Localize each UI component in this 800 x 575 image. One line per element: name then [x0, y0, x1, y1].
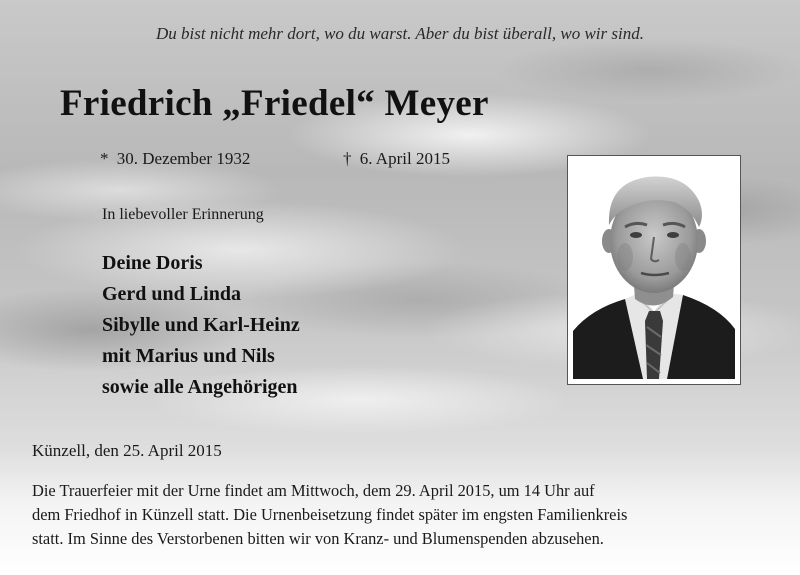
portrait-frame	[567, 155, 741, 385]
death-cross-icon: †	[343, 149, 352, 168]
funeral-line: Die Trauerfeier mit der Urne findet am Mittwoch, dem 29. April 2015, um 14 Uhr auf	[32, 481, 595, 500]
portrait-illustration	[573, 161, 735, 379]
mourners-list	[102, 248, 300, 403]
funeral-line: dem Friedhof in Künzell statt. Die Urnenbeisetzung findet später im engsten Familienkreis	[32, 505, 628, 524]
mourner-line: Sibylle und Karl-Heinz	[102, 314, 300, 336]
mourner-line: Gerd und Linda	[102, 283, 241, 305]
mourner-line: Deine Doris	[102, 252, 203, 274]
funeral-announcement	[32, 479, 777, 551]
memorial-quote: Du bist nicht mehr dort, wo du warst. Aber du bist überall, wo wir sind.	[155, 24, 644, 43]
death-date-line	[343, 149, 450, 169]
deceased-name: Friedrich „Friedel“ Meyer	[60, 83, 489, 124]
portrait-photo	[573, 161, 735, 379]
funeral-line: statt. Im Sinne des Verstorbenen bitten wir von Kranz- und Blumenspenden abzusehen.	[32, 529, 604, 548]
mourner-line: mit Marius und Nils	[102, 345, 275, 367]
birth-date-line	[100, 149, 250, 169]
mourner-line: sowie alle Angehörigen	[102, 376, 298, 398]
place-and-date: Künzell, den 25. April 2015	[32, 441, 222, 460]
death-date: 6. April 2015	[359, 149, 450, 168]
birth-star-icon: *	[100, 149, 109, 168]
birth-date: 30. Dezember 1932	[116, 149, 251, 168]
memory-line: In liebevoller Erinnerung	[102, 206, 264, 223]
